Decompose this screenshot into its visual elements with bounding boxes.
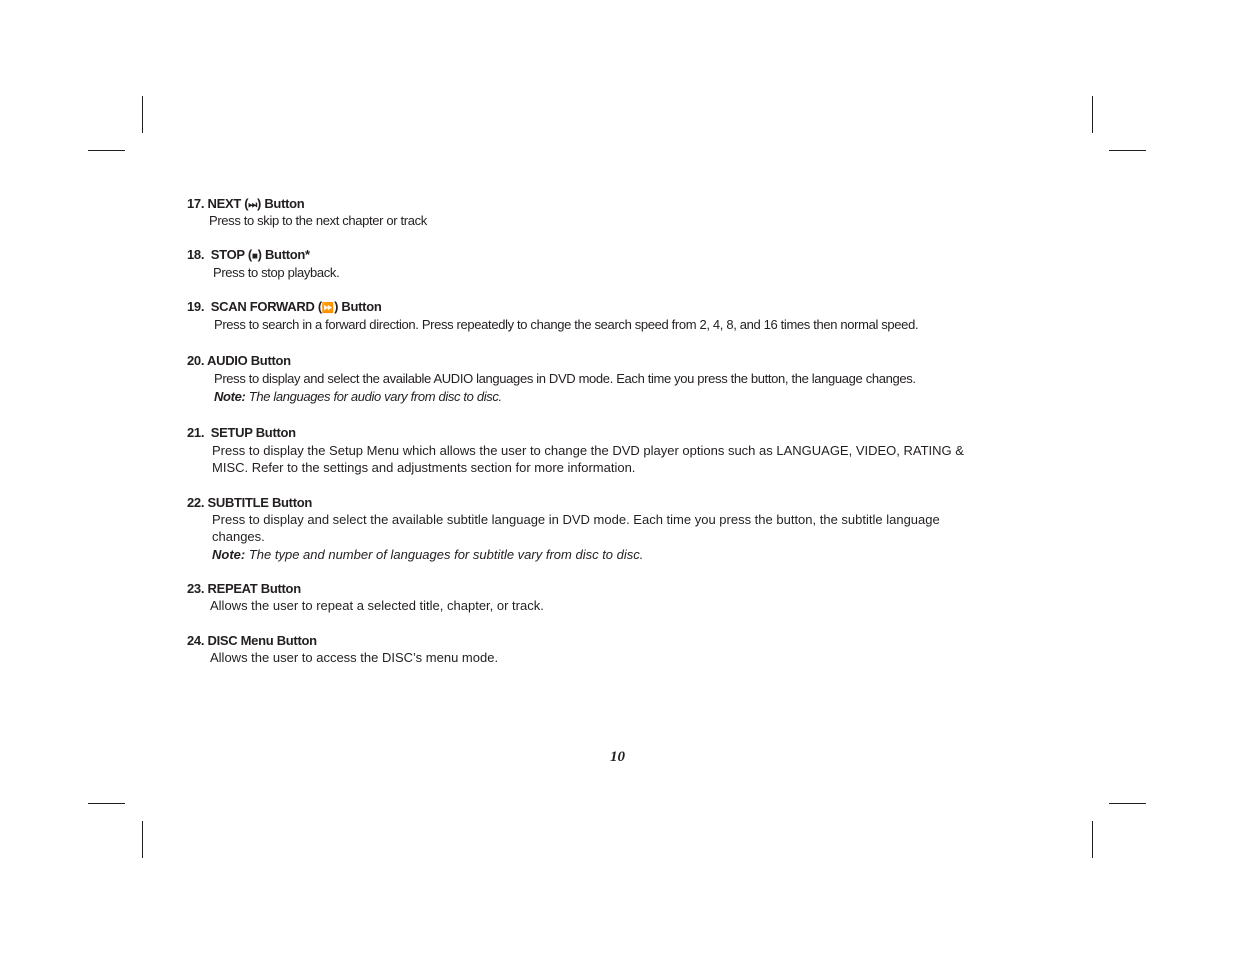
- item-20-note: [214, 389, 502, 404]
- item-title-text: DISC Menu Button: [207, 633, 317, 648]
- item-number: 19.: [187, 299, 205, 314]
- item-20-title: [187, 353, 291, 368]
- item-22-note: [212, 547, 643, 562]
- item-number: 18.: [187, 247, 205, 262]
- item-18-title: [187, 247, 310, 262]
- item-21-title: [187, 425, 296, 440]
- item-title-text: STOP (: [210, 247, 252, 262]
- page-number: 10: [610, 749, 625, 765]
- item-17-title: [187, 196, 304, 211]
- item-title-text: REPEAT Button: [207, 581, 301, 596]
- crop-mark: [88, 150, 125, 151]
- item-23-description: Allows the user to repeat a selected title, chapter, or track.: [210, 598, 544, 613]
- item-number: 23.: [187, 581, 205, 596]
- item-22-description-line-2: changes.: [212, 529, 265, 544]
- crop-mark: [1092, 821, 1093, 858]
- item-20-description: Press to display and select the available AUDIO languages in DVD mode. Each time you press the button, the language changes.: [214, 371, 916, 386]
- item-18-description: Press to stop playback.: [213, 265, 340, 280]
- item-19-title: [187, 299, 382, 314]
- crop-mark: [1109, 150, 1146, 151]
- stop-icon: ■: [251, 251, 258, 262]
- item-19-description: Press to search in a forward direction. Press repeatedly to change the search speed from 2, 4, 8, and 16 times then normal speed.: [214, 317, 919, 332]
- crop-mark: [88, 803, 125, 804]
- item-title-text: SUBTITLE Button: [207, 495, 313, 510]
- note-text: The type and number of languages for subtitle vary from disc to disc.: [248, 547, 644, 562]
- note-label: Note:: [212, 547, 246, 562]
- note-text: The languages for audio vary from disc to disc.: [248, 389, 502, 404]
- note-label: Note:: [214, 389, 246, 404]
- crop-mark: [1109, 803, 1146, 804]
- item-21-description-line-2: MISC. Refer to the settings and adjustments section for more information.: [212, 460, 636, 475]
- item-24-description: Allows the user to access the DISC’s menu mode.: [210, 650, 499, 665]
- item-title-text: NEXT (: [207, 196, 249, 211]
- crop-mark: [1092, 96, 1093, 133]
- item-title-text: ) Button*: [257, 247, 310, 262]
- fast-forward-icon: ⏩: [321, 303, 335, 314]
- crop-mark: [142, 821, 143, 858]
- item-22-title: [187, 495, 312, 510]
- next-track-icon: ⏭: [248, 200, 257, 211]
- item-21-description-line-1: Press to display the Setup Menu which allows the user to change the DVD player options such as LANGUAGE, VIDEO, RATING &: [212, 443, 964, 458]
- item-number: 17.: [187, 196, 205, 211]
- item-24-title: [187, 633, 317, 648]
- item-number: 21.: [187, 425, 205, 440]
- item-number: 20.: [187, 353, 205, 368]
- item-number: 22.: [187, 495, 205, 510]
- item-22-description-line-1: Press to display and select the available subtitle language in DVD mode. Each time you press the button, the subtitle language: [212, 512, 940, 527]
- item-number: 24.: [187, 633, 205, 648]
- item-title-text: ) Button: [257, 196, 305, 211]
- item-17-description: Press to skip to the next chapter or track: [209, 213, 427, 228]
- item-title-text: ) Button: [334, 299, 382, 314]
- item-title-text: AUDIO Button: [207, 353, 291, 368]
- item-title-text: SCAN FORWARD (: [210, 299, 322, 314]
- item-title-text: SETUP Button: [210, 425, 296, 440]
- crop-mark: [142, 96, 143, 133]
- item-23-title: [187, 581, 301, 596]
